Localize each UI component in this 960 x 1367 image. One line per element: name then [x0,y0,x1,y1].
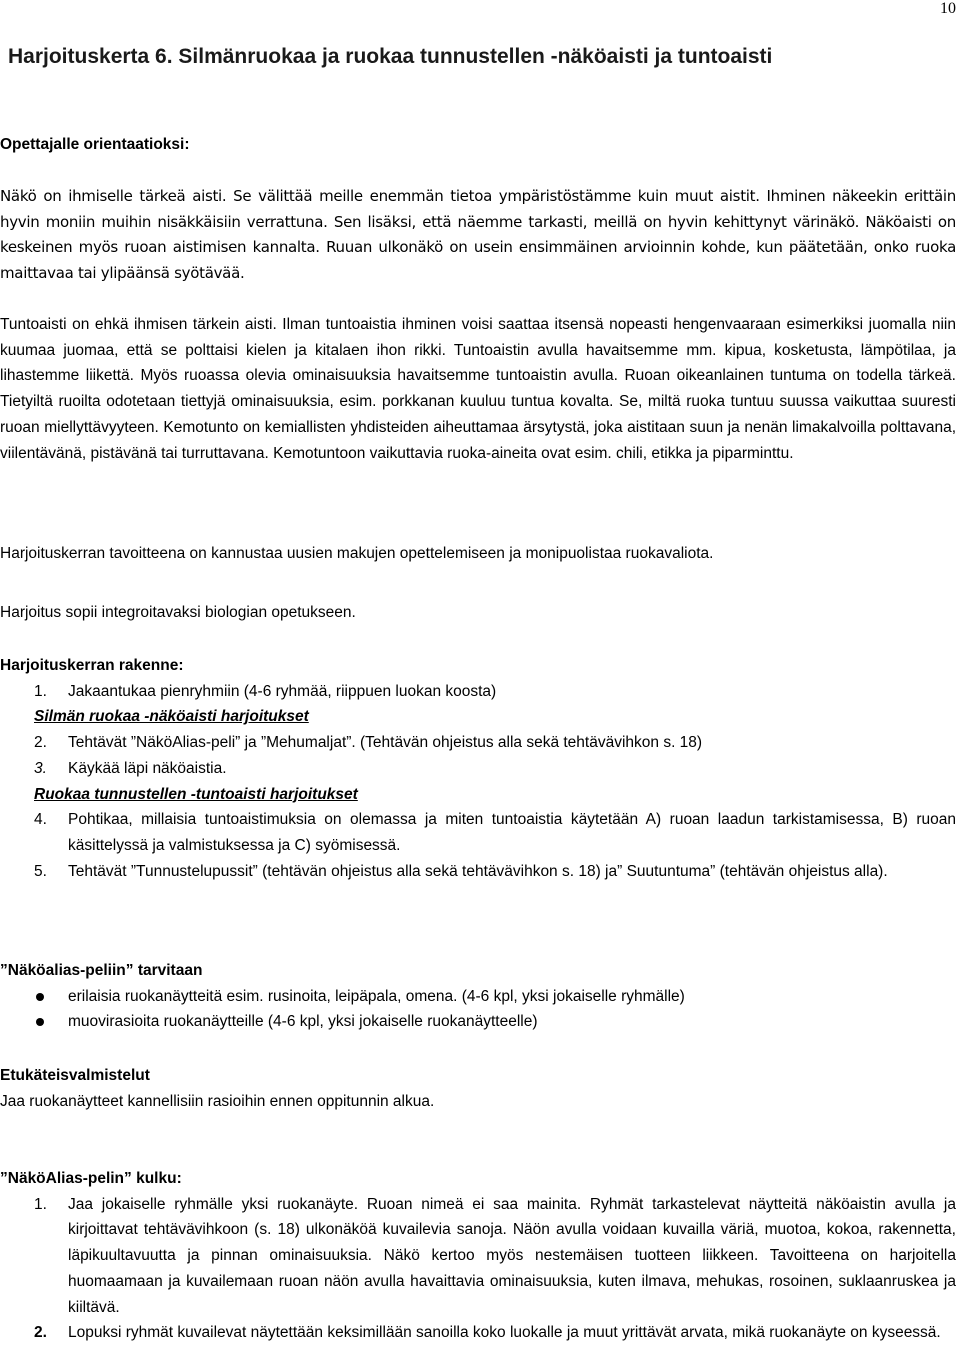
list-number: 1. [34,1195,47,1213]
needs-section [0,958,956,1035]
list-number: 5. [34,862,47,880]
sight-paragraph: Näkö on ihmiselle tärkeä aisti. Se välittää meille enemmän tietoa ympäristöstämme kuin muut aistit. Ihminen näkeekin erittäin hyvin moniin muihin nisäkkäisiin verrattuna. Sen lisäksi, että näemme tarkasti, meillä on hyvin kehittynyt värinäkö. Näköaisti on keskeinen myös ruoan aistimisen kannalta. Ruuan ulkonäkö on usein ensimmäinen arvioinnin kohde, kun päätetään, onko ruoka maittavaa tai ylipäänsä syötävää. [0,187,956,283]
list-item: 4. Pohtikaa, millaisia tuntoaistimuksia on olemassa ja miten tuntoaistia käytetään A) ruoan laadun tarkistamisessa, B) ruoan käsittelyssä ja valmistuksessa ja C) syömisessä. [0,807,956,858]
list-number: 2. [34,1324,47,1342]
list-number: 3. [34,759,47,777]
list-item: 2. Tehtävät ”NäköAlias-peli” ja ”Mehumaljat”. (Tehtävän ohjeistus alla sekä tehtävävihkon s. 18) [0,730,956,756]
structure-section [0,653,956,884]
prep-section [0,1063,956,1114]
list-item: erilaisia ruokanäytteitä esim. rusinoita, leipäpala, omena. (4-6 kpl, yksi jokaiselle ryhmälle) [0,984,956,1010]
sight-paragraph-block [0,184,956,287]
touch-paragraph-block [0,312,956,466]
vision-exercises-subheading: Silmän ruokaa -näköaisti harjoitukset [34,708,309,726]
course-section [0,1166,956,1346]
structure-list-a [0,679,956,705]
page-title: Harjoituskerta 6. Silmänruokaa ja ruokaa tunnustellen -näköaisti ja tuntoaisti [8,45,773,68]
list-number: 4. [34,811,47,829]
touch-paragraph: Tuntoaisti on ehkä ihmisen tärkein aisti. Ilman tuntoaistia ihminen voisi saattaa itsensä nopeasti hengenvaaraan esimerkiksi juomalla niin kuumaa juomaa, että se polttaisi kielen ja kitalaen ihon rikki. Tuntoaistin avulla havaitsemme mm. kipua, kosketusta, lämpötilaa, ja lihastemme liikettä. Myös ruoassa olevia ominaisuuksia havaitsemme tuntoaistin avulla. Ruoan oikeanlainen tuntuma on todella tärkeä. Tietyiltä ruoilta odotetaan tiettyjä ominaisuuksia, esim. porkkanan kuuluu tuntua kovalta. Se, miltä ruoka tuntuu suussa vaikuttaa suuresti ruoan miellyttävyyteen. Kemotunto on kemiallisten yhdisteiden aiheuttamaa ärsytystä, joka aistitaan suun ja nenän limakalvoilla polttavana, viilentävänä, pistävänä tai turruttavana. Kemotuntoon vaikuttavia ruoka-aineita ovat esim. chili, etikka ja piparminttu. [0,316,956,462]
structure-heading: Harjoituskerran rakenne: [0,657,184,674]
structure-list-c [0,807,956,884]
touch-exercises-subheading: Ruokaa tunnustellen -tuntoaisti harjoitukset [34,785,358,803]
list-number: 2. [34,734,47,752]
bullet-icon [36,993,44,1001]
list-item: muovirasioita ruokanäytteille (4-6 kpl, yksi jokaiselle ruokanäytteelle) [0,1009,956,1035]
orientation-section [0,132,956,158]
needs-heading: ”Näköalias-peliin” tarvitaan [0,962,203,979]
integration-paragraph-block [0,600,956,626]
goal-paragraph-block [0,541,956,567]
list-item: 1. Jakaantukaa pienryhmiin (4-6 ryhmää, riippuen luokan koosta) [0,679,956,705]
prep-heading: Etukäteisvalmistelut [0,1067,150,1084]
list-item: 3. Käykää läpi näköaistia. [0,756,956,782]
list-number: 1. [34,682,47,700]
list-item: 2. Lopuksi ryhmät kuvailevat näytettään keksimillään sanoilla koko luokalle ja muut yrittävät arvata, mikä ruokanäyte on kyseessä. [0,1320,956,1346]
structure-list-b [0,730,956,781]
prep-text: Jaa ruokanäytteet kannellisiin rasioihin ennen oppitunnin alkua. [0,1092,435,1110]
integration-paragraph: Harjoitus sopii integroitavaksi biologian opetukseen. [0,604,356,621]
course-heading: ”NäköAlias-pelin” kulku: [0,1170,182,1187]
page-number: 10 [940,0,956,17]
list-item: 5. Tehtävät ”Tunnustelupussit” (tehtävän ohjeistus alla sekä tehtävävihkon s. 18) ja” Suutuntuma” (tehtävän ohjeistus alla). [0,859,956,885]
needs-list [0,984,956,1035]
bullet-icon [36,1018,44,1026]
goal-paragraph: Harjoituskerran tavoitteena on kannustaa uusien makujen opettelemiseen ja monipuolistaa ruokavaliota. [0,545,714,562]
course-list [0,1192,956,1346]
orientation-heading: Opettajalle orientaatioksi: [0,136,190,153]
list-item: 1. Jaa jokaiselle ryhmälle yksi ruokanäyte. Ruoan nimeä ei saa mainita. Ryhmät tarkastelevat näytteitä näköaistin avulla ja kirjoittavat tehtävävihkoon (s. 18) ulkonäköä kuvailevia sanoja. Näön avulla voidaan kuvailla väriä, muotoa, kokoa, rakennetta, läpikuultavuutta ja pinnan ominaisuuksia. Näkö kertoo myös nestemäisen tuotteen liikkeen. Tavoitteena on harjoitella huomaamaan ja kuvailemaan ruoan näön avulla havaittavia ominaisuuksia, kuten ilmava, mehukas, rosoinen, suklaanruskea ja kiiltävä. [0,1192,956,1321]
